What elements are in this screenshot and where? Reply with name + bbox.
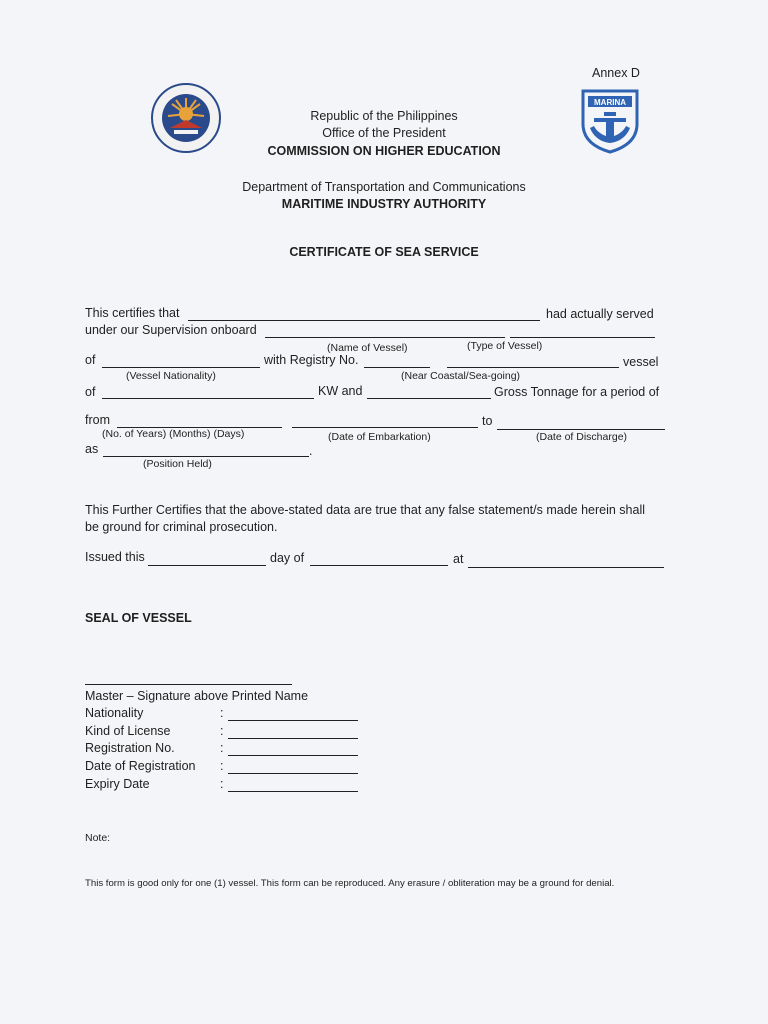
onboard-label: under our Supervision onboard [85,323,257,337]
header-office-president: Office of the President [322,126,446,140]
license-field[interactable] [228,738,358,739]
registry-label: with Registry No. [264,353,359,367]
embarkation-caption: (Date of Embarkation) [328,431,431,443]
embarkation-date-field[interactable] [292,427,478,428]
header-dotc: Department of Transportation and Communications [242,180,526,194]
footer-disclaimer: This form is good only for one (1) vessel. This form can be reproduced. Any erasure / obliteration may be a ground for denial. [85,878,615,889]
registration-date-colon: : [220,759,224,773]
of-label-2: of [85,385,96,399]
header-republic: Republic of the Philippines [310,109,458,123]
vessel-name-caption: (Name of Vessel) [327,342,408,354]
position-caption: (Position Held) [143,458,212,470]
vessel-type-caption: (Type of Vessel) [467,340,543,352]
master-signature-label: Master – Signature above Printed Name [85,689,309,703]
annex-label: Annex D [592,66,640,80]
kw-field[interactable] [102,398,314,399]
header-ched: COMMISSION ON HIGHER EDUCATION [267,144,501,158]
further-certifies-line2: be ground for criminal prosecution. [85,520,278,534]
vessel-name-field[interactable] [265,337,505,338]
certifies-label: This certifies that [85,306,180,320]
trade-area-caption: (Near Coastal/Sea-going) [401,370,521,382]
seal-of-vessel-heading: SEAL OF VESSEL [85,611,192,625]
gross-tonnage-label: Gross Tonnage for a period of [494,385,660,399]
note-label: Note: [85,832,111,844]
vessel-nationality-field[interactable] [102,367,260,368]
vessel-type-field[interactable] [510,337,655,338]
nationality-label: Nationality [85,706,144,720]
document-title: CERTIFICATE OF SEA SERVICE [289,245,479,259]
header-marina: MARITIME INDUSTRY AUTHORITY [281,197,487,211]
to-label: to [482,414,493,428]
master-signature-field[interactable] [85,684,292,685]
expiry-date-field[interactable] [228,791,358,792]
seafarer-name-field[interactable] [188,320,540,321]
at-label: at [453,552,464,566]
registration-no-label: Registration No. [85,741,175,755]
issued-this-label: Issued this [85,550,145,564]
discharge-date-field[interactable] [497,429,665,430]
registration-date-label: Date of Registration [85,759,196,773]
nationality-colon: : [220,706,224,720]
issued-day-field[interactable] [148,565,266,566]
issued-month-field[interactable] [310,565,448,566]
vessel-nationality-caption: (Vessel Nationality) [126,370,216,382]
kw-and-label: KW and [318,384,363,398]
expiry-date-colon: : [220,777,224,791]
registration-no-field[interactable] [228,755,358,756]
of-label-1: of [85,353,96,367]
position-period: . [309,444,313,458]
period-caption: (No. of Years) (Months) (Days) [102,428,245,440]
issued-place-field[interactable] [468,567,664,568]
registry-no-field[interactable] [364,367,430,368]
from-label: from [85,413,110,427]
as-label: as [85,442,99,456]
license-colon: : [220,724,224,738]
registration-date-field[interactable] [228,773,358,774]
expiry-date-label: Expiry Date [85,777,150,791]
position-field[interactable] [103,456,309,457]
served-label: had actually served [546,307,654,321]
vessel-word: vessel [623,355,659,369]
marina-logo-text: MARINA [594,98,626,107]
further-certifies-line1: This Further Certifies that the above-stated data are true that any false statement/s made herein shall [85,503,646,517]
gross-tonnage-field[interactable] [367,398,491,399]
day-of-label: day of [270,551,305,565]
trade-area-field[interactable] [447,367,619,368]
discharge-caption: (Date of Discharge) [536,431,628,443]
nationality-field[interactable] [228,720,358,721]
license-label: Kind of License [85,724,171,738]
registration-no-colon: : [220,741,224,755]
